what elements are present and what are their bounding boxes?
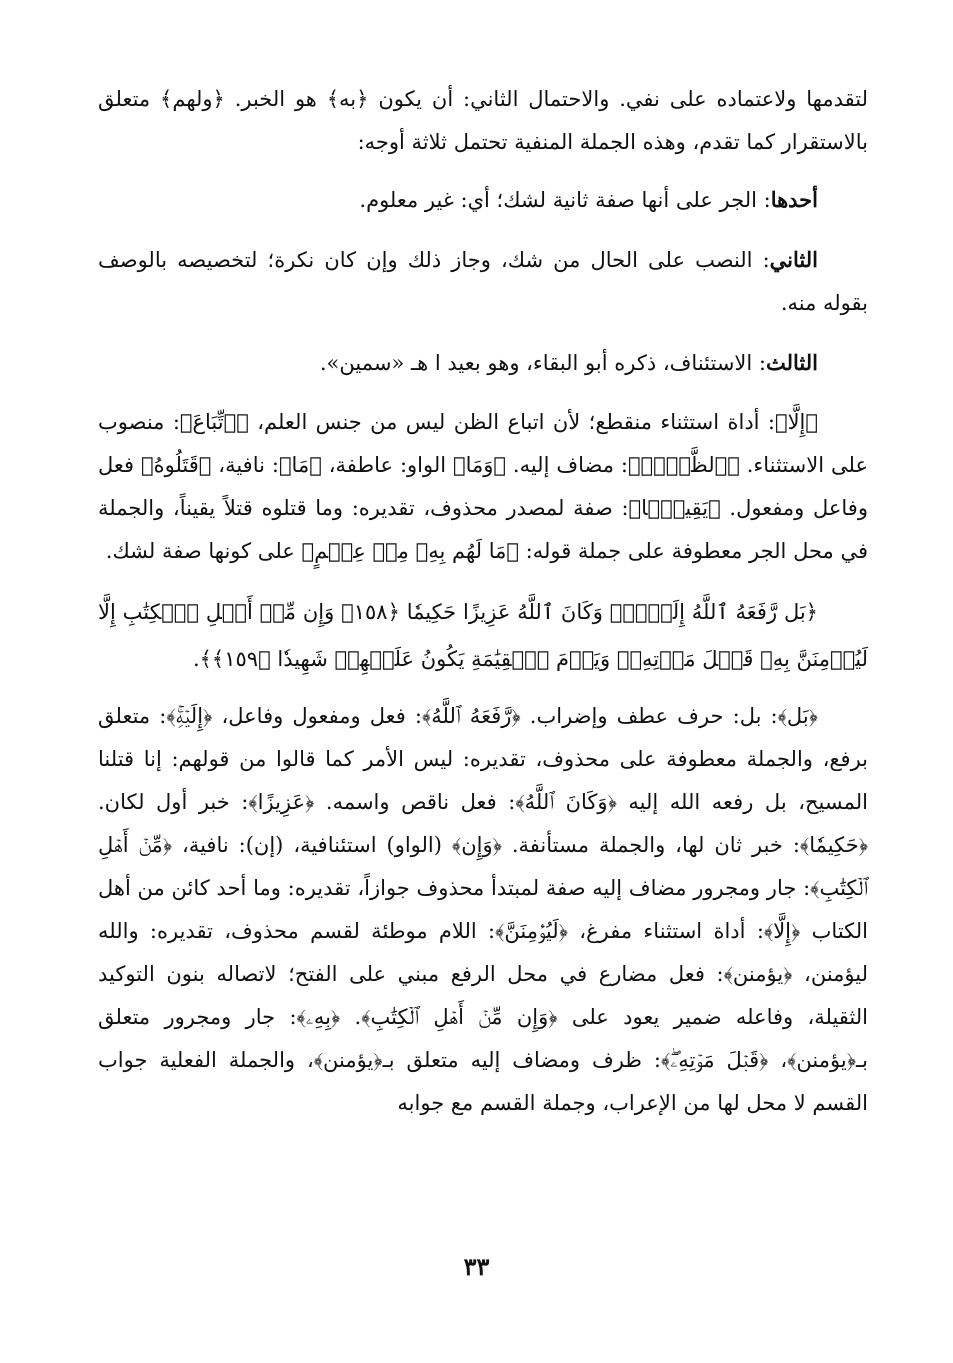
paragraph-intro — [98, 78, 868, 164]
paragraph-text: : الاستئناف، ذكره أبو البقاء، وهو بعيد ا هـ «سمين». — [319, 351, 766, 375]
paragraph-label: الثالث — [766, 350, 818, 375]
page-body — [98, 78, 868, 1141]
paragraph-text: ﴿إِلَّا﴾: أداة استثناء منقطع؛ لأن اتباع الظن ليس من جنس العلم، ﴿ٱتِّبَاعَ﴾: منصوب على الاستثناء. ﴿ٱلظَّنِّۚ﴾: مضاف إليه. ﴿وَمَا﴾ الواو: عاطفة، ﴿مَا﴾: نافية، ﴿قَتَلُوهُ﴾ فعل وفاعل ومفعول. ﴿يَقِينَۢا﴾: صفة لمصدر محذوف، تقديره: وما قتلوه قتلاً يقيناً، والجملة في محل الجر معطوفة على جملة قوله: ﴿مَا لَهُم بِهِۦ مِنۡ عِلۡمٍ﴾ على كونها صفة لشك. — [98, 410, 868, 563]
paragraph-text: : النصب على الحال من شك، وجاز ذلك وإن كان نكرة؛ لتخصيصه بالوصف بقوله منه. — [98, 248, 868, 315]
paragraph-text: : الجر على أنها صفة ثانية لشك؛ أي: غير معلوم. — [359, 188, 771, 212]
verse-text: ﴿بَل رَّفَعَهُ ٱللَّهُ إِلَيۡهِۚ وَكَانَ ٱللَّهُ عَزِيزًا حَكِيمٗا ﴿١٥٨﴾ وَإِن مِّنۡ أَهۡلِ ٱلۡكِتَٰبِ إِلَّا لَيُؤۡمِنَنَّ بِهِۦ قَبۡلَ مَوۡتِهِۦۖ وَيَوۡمَ ٱلۡقِيَٰمَةِ يَكُونُ عَلَيۡهِمۡ شَهِيدٗا ﴿١٥٩﴾﴾. — [98, 600, 868, 671]
paragraph-label: الثاني — [769, 247, 818, 272]
paragraph-parsing-bal — [98, 695, 868, 1125]
paragraph-second-option — [98, 238, 868, 325]
paragraph-text: ﴿بَل﴾: بل: حرف عطف وإضراب. ﴿رَّفَعَهُ ٱللَّهُ﴾: فعل ومفعول وفاعل، ﴿إِلَيۡهِۚ﴾: متعلق برفع، والجملة معطوفة على محذوف، تقديره: ليس الأمر كما قالوا من قولهم: إنا قتلنا المسيح، بل رفعه الله إليه ﴿وَكَانَ ٱللَّهُ﴾: فعل ناقص واسمه. ﴿عَزِيزًا﴾: خبر أول لكان. ﴿حَكِيمٗا﴾: خبر ثان لها، والجملة مستأنفة. ﴿وَإِن﴾ (الواو) استئنافية، (إن): نافية، ﴿مِّنۡ أَهۡلِ ٱلۡكِتَٰبِ﴾: جار ومجرور مضاف إليه صفة لمبتدأ محذوف جوازاً، تقديره: وما أحد كائن من أهل الكتاب ﴿إِلَّا﴾: أداة استثناء مفرغ، ﴿لَيُؤۡمِنَنَّ﴾: اللام موطئة لقسم محذوف، تقديره: والله ليؤمنن، ﴿يؤمنن﴾: فعل مضارع في محل الرفع مبني على الفتح؛ لاتصاله بنون التوكيد الثقيلة، وفاعله ضمير يعود على ﴿وَإِن مِّنۡ أَهۡلِ ٱلۡكِتَٰبِ﴾. ﴿بِهِۦ﴾: جار ومجرور متعلق بـ﴿يؤمنن﴾، ﴿قَبۡلَ مَوۡتِهِۦۖ﴾: ظرف ومضاف إليه متعلق بـ﴿يؤمنن﴾، والجملة الفعلية جواب القسم لا محل لها من الإعراب، وجملة القسم مع جوابه — [98, 704, 868, 1115]
paragraph-first-option — [98, 178, 868, 222]
quran-verse — [98, 589, 868, 683]
paragraph-label: أحدها — [770, 187, 818, 212]
paragraph-text: لتقدمها ولاعتماده على نفي. والاحتمال الثاني: أن يكون ﴿به﴾ هو الخبر. ﴿ولهم﴾ متعلق بالاستقرار كما تقدم، وهذه الجملة المنفية تحتمل ثلاثة أوجه: — [98, 87, 868, 154]
paragraph-parsing-illa — [98, 401, 868, 573]
page-number: ٣٣ — [463, 1252, 490, 1281]
paragraph-third-option — [98, 341, 868, 385]
